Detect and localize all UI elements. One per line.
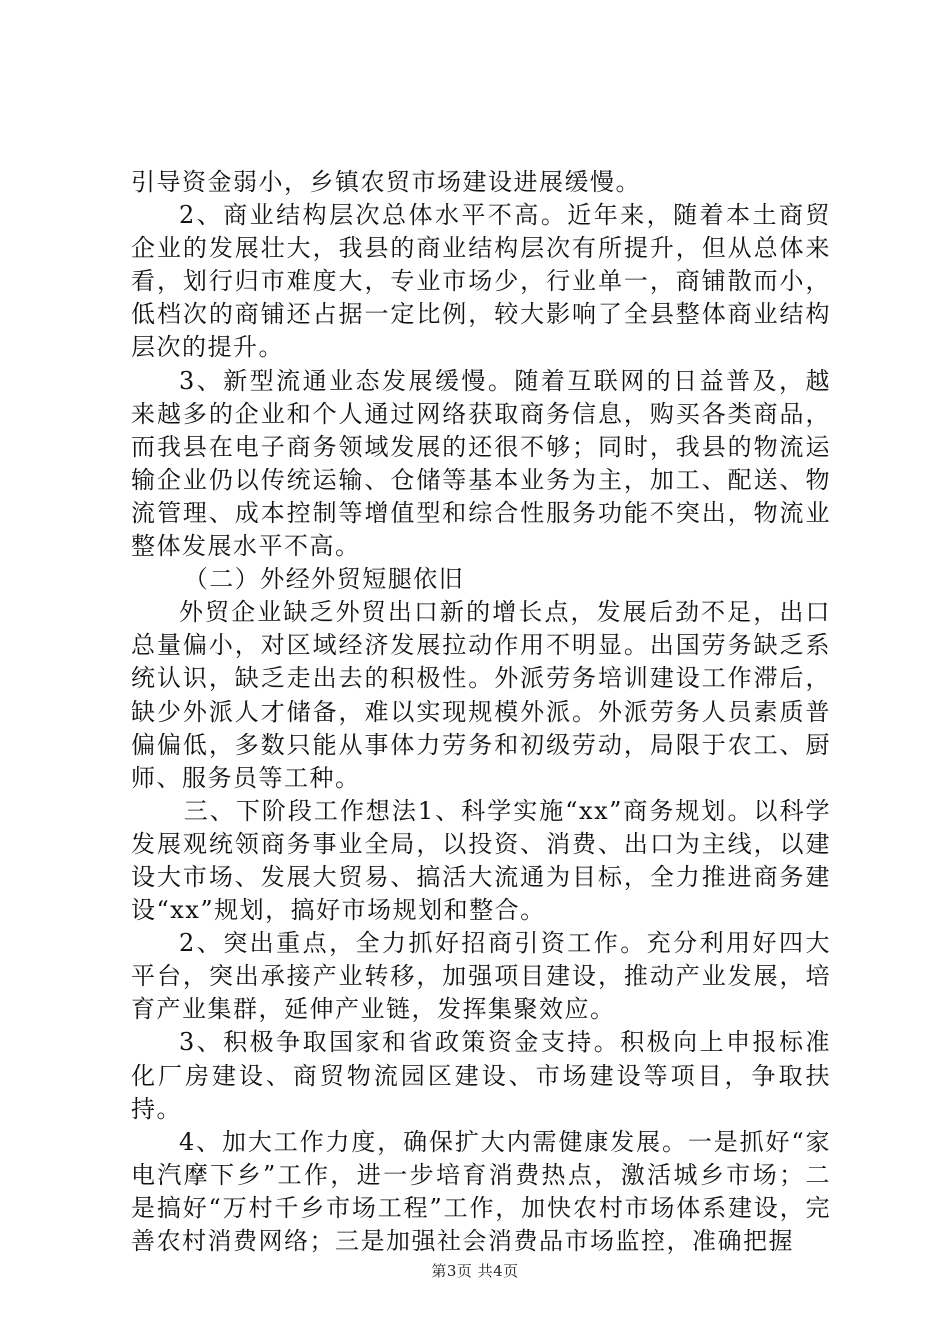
section-heading-foreign-trade: （二）外经外贸短腿依旧 xyxy=(183,565,465,594)
paragraph-next-stage-plan: 三、下阶段工作想法1、科学实施“xx”商务规划。以科学发展观统领商务事业全局，以投资、消费、出口为主线，以建设大市场、发展大贸易、搞活大流通为目标，全力推进商务建设“xx”规划，搞好市场规划和整合。 xyxy=(131,796,831,925)
paragraph-commercial-structure: 2、商业结构层次总体水平不高。近年来，随着本土商贸企业的发展壮大，我县的商业结构层次有所提升，但从总体来看，划行归市难度大，专业市场少，行业单一，商铺散而小，低档次的商铺还占据一定比例，较大影响了全县整体商业结构层次的提升。 xyxy=(131,201,831,362)
paragraph-policy-funding: 3、积极争取国家和省政策资金支持。积极向上申报标准化厂房建设、商贸物流园区建设、市场建设等项目，争取扶持。 xyxy=(131,1028,831,1123)
paragraph-domestic-demand: 4、加大工作力度，确保扩大内需健康发展。一是抓好“家电汽摩下乡”工作，进一步培育消费热点，激活城乡市场；二是搞好“万村千乡市场工程”工作，加快农村市场体系建设，完善农村消费网络；三是加强社会消费品市场监控，准确把握 xyxy=(131,1127,831,1255)
paragraph-new-circulation: 3、新型流通业态发展缓慢。随着互联网的日益普及，越来越多的企业和个人通过网络获取商务信息，购买各类商品，而我县在电子商务领域发展的还很不够；同时，我县的物流运输企业仍以传统运输、仓储等基本业务为主，加工、配送、物流管理、成本控制等增值型和综合性服务功能不突出，物流业整体发展水平不高。 xyxy=(131,366,831,561)
document-body xyxy=(131,166,831,1258)
paragraph-foreign-trade: 外贸企业缺乏外贸出口新的增长点，发展后劲不足，出口总量偏小，对区域经济发展拉动作用不明显。出国劳务缺乏系统认识，缺乏走出去的积极性。外派劳务培训建设工作滞后，缺少外派人才储备，难以实现规模外派。外派劳务人员素质普偏偏低，多数只能从事体力劳务和初级劳动，局限于农工、厨师、服务员等工种。 xyxy=(131,598,831,792)
page-footer: 第3页 共4页 xyxy=(431,1262,519,1280)
paragraph-continuation: 引导资金弱小，乡镇农贸市场建设进展缓慢。 xyxy=(131,168,641,196)
paragraph-investment: 2、突出重点，全力抓好招商引资工作。充分利用好四大平台，突出承接产业转移，加强项目建设，推动产业发展，培育产业集群，延伸产业链，发挥集聚效应。 xyxy=(131,929,831,1024)
